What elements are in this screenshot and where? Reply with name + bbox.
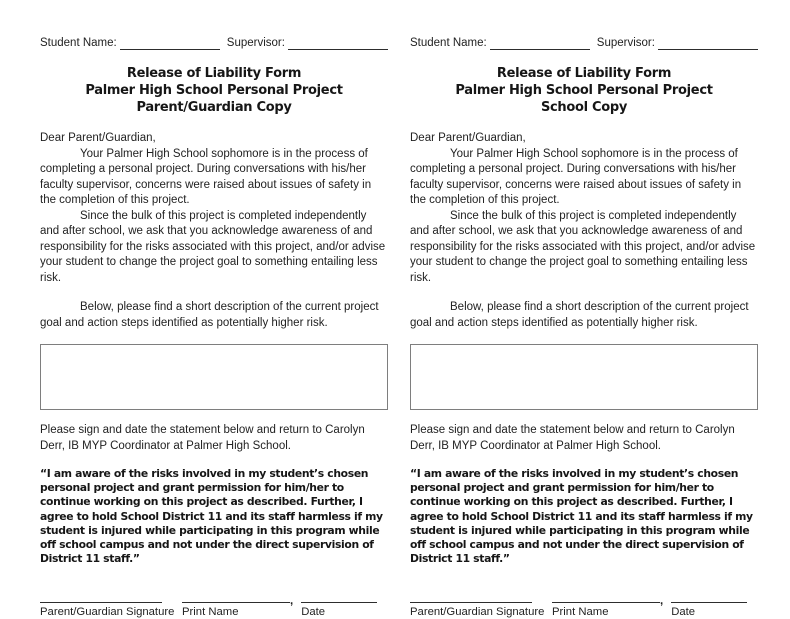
form-title (40, 65, 388, 116)
signature-field[interactable] (40, 590, 162, 603)
date-cell (671, 590, 747, 619)
form-title (410, 65, 758, 116)
student-name-field[interactable] (120, 37, 220, 50)
student-name-field[interactable] (490, 37, 590, 50)
letter-paragraph-1: Your Palmer High School sophomore is in the process of completing a personal project. During conversations with his/her faculty supervisor, concerns were raised about issues of safety in the completion of this project. (410, 147, 742, 206)
signature-row (40, 590, 388, 619)
liability-statement: “I am aware of the risks involved in my student’s chosen personal project and grant permission for him/her to continue working on this project as described. Further, I agree to hold School District 11 and its staff harmless if my student is injured while participating in this program while off school campus and not under the direct supervision of District 11 staff.” (40, 467, 383, 566)
signature-row (410, 590, 758, 619)
supervisor-field[interactable] (288, 37, 388, 50)
letter-paragraph-1: Your Palmer High School sophomore is in the process of completing a personal project. During conversations with his/her faculty supervisor, concerns were raised about issues of safety in the completion of this project. (40, 147, 372, 206)
letter-body (410, 131, 758, 331)
signature-label: Parent/Guardian Signature (410, 606, 545, 619)
signature-separator: , (660, 595, 664, 608)
print-name-label: Print Name (182, 606, 239, 619)
sign-instruction: Please sign and date the statement below and return to Carolyn Derr, IB MYP Coordinator at Palmer High School. (40, 424, 365, 452)
form-copy-parent (40, 36, 388, 619)
name-supervisor-row (410, 36, 758, 50)
letter-paragraph-2: Since the bulk of this project is completed independently and after school, we ask that you acknowledge awareness of and responsibility for the risks associated with this project, and/or advise your student to change the project goal to something entailing less risk. (40, 209, 386, 284)
signature-field[interactable] (410, 590, 532, 603)
project-description-box[interactable] (410, 344, 758, 410)
form-copy-school (410, 36, 758, 619)
name-supervisor-row (40, 36, 388, 50)
signature-cell (410, 590, 545, 619)
supervisor-field[interactable] (658, 37, 758, 50)
print-name-cell (552, 590, 660, 619)
date-label: Date (671, 606, 696, 619)
form-title-line2: Palmer High School Personal Project (455, 83, 713, 98)
letter-paragraph-3: Below, please find a short description of the current project goal and action steps identified as potentially higher risk. (40, 301, 379, 329)
liability-statement: “I am aware of the risks involved in my student’s chosen personal project and grant permission for him/her to continue working on this project as described. Further, I agree to hold School District 11 and its staff harmless if my student is injured while participating in this program while off school campus and not under the direct supervision of District 11 staff.” (410, 467, 753, 566)
form-title-line3: School Copy (540, 100, 628, 115)
salutation: Dear Parent/Guardian, (40, 132, 156, 144)
print-name-label: Print Name (552, 606, 609, 619)
signature-separator: , (290, 595, 294, 608)
student-name-label: Student Name: (40, 37, 117, 49)
form-title-line2: Palmer High School Personal Project (85, 83, 343, 98)
salutation: Dear Parent/Guardian, (410, 132, 526, 144)
date-cell (301, 590, 377, 619)
form-title-line3: Parent/Guardian Copy (136, 100, 292, 115)
signature-cell (40, 590, 175, 619)
letter-body (40, 131, 388, 331)
print-name-cell (182, 590, 290, 619)
student-name-label: Student Name: (410, 37, 487, 49)
supervisor-label: Supervisor: (226, 37, 285, 49)
letter-paragraph-3: Below, please find a short description of the current project goal and action steps identified as potentially higher risk. (410, 301, 749, 329)
project-description-box[interactable] (40, 344, 388, 410)
letter-paragraph-2: Since the bulk of this project is completed independently and after school, we ask that you acknowledge awareness of and responsibility for the risks associated with this project, and/or advise your student to change the project goal to something entailing less risk. (410, 209, 756, 284)
print-name-field[interactable] (552, 590, 660, 603)
sign-instruction: Please sign and date the statement below and return to Carolyn Derr, IB MYP Coordinator at Palmer High School. (410, 424, 735, 452)
date-field[interactable] (671, 590, 747, 603)
signature-label: Parent/Guardian Signature (40, 606, 175, 619)
form-title-line1: Release of Liability Form (126, 66, 302, 81)
date-label: Date (301, 606, 326, 619)
date-field[interactable] (301, 590, 377, 603)
print-name-field[interactable] (182, 590, 290, 603)
supervisor-label: Supervisor: (596, 37, 655, 49)
form-title-line1: Release of Liability Form (496, 66, 672, 81)
